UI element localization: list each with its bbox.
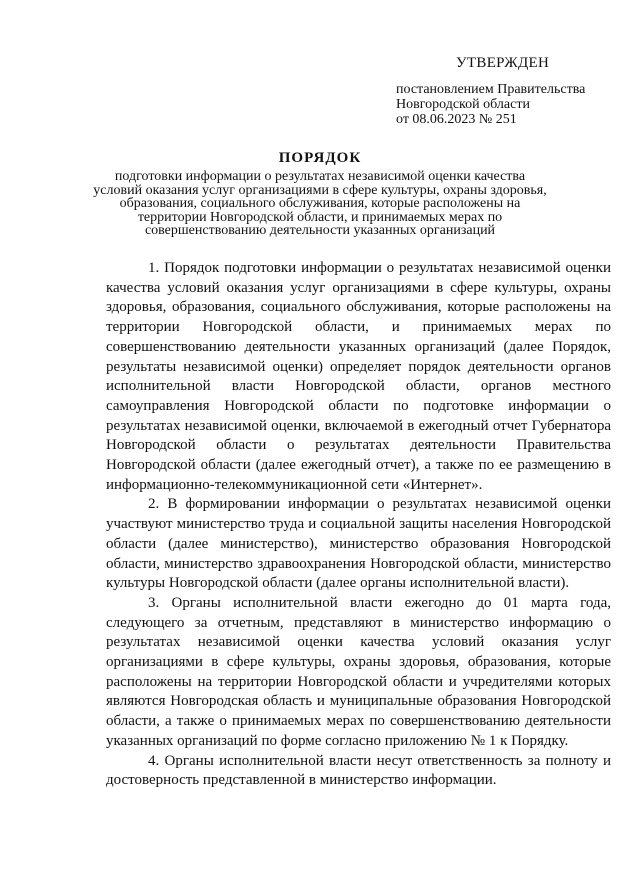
approval-line: Новгородской области bbox=[396, 97, 530, 112]
subtitle-line: образования, социального обслуживания, которые расположены на bbox=[119, 196, 521, 211]
subtitle-line: условий оказания услуг организациями в сфере культуры, охраны здоровья, bbox=[93, 182, 547, 198]
paragraph-2: 2. В формировании информации о результатах независимой оценки участвуют министерство труда и социальной защиты населения Новгородской области (далее министерство), министерство образования Новгородской области, министерство здравоохранения Новгородской области, министерство культуры Новгородской области (далее органы исполнительной власти). bbox=[106, 496, 611, 592]
subtitle-line: территории Новгородской области, и принимаемых мерах по bbox=[137, 209, 503, 225]
document-heading: ПОРЯДОК bbox=[278, 150, 362, 166]
approval-title: УТВЕРЖДЕН bbox=[456, 55, 550, 71]
paragraph-4: 4. Органы исполнительной власти несут ответственность за полноту и достоверность представленной в министерство информации. bbox=[106, 752, 611, 789]
paragraph-3: 3. Органы исполнительной власти ежегодно до 01 марта года, следующего за отчетным, представляют в министерство информацию о результатах независимой оценки качества условий оказания услуг организациями в сфере культуры, охраны здоровья, образования, которые расположены на территории Новгородской области и учредителями которых являются Новгородская область и муниципальные образования Новгородской области, а также о принимаемых мерах по совершенствованию деятельности указанных организаций по форме согласно приложению № 1 к Порядку. bbox=[106, 594, 611, 749]
document-subtitle bbox=[60, 170, 580, 238]
approval-line: от 08.06.2023 № 251 bbox=[396, 112, 517, 127]
paragraph-1: 1. Порядок подготовки информации о результатах независимой оценки качества условий оказания услуг организациями в сфере культуры, охраны здоровья, образования, социального обслуживания, которые расположены на территории Новгородской области, и принимаемых мерах по совершенствованию деятельности указанных организаций (далее Порядок, результаты независимой оценки) определяет порядок деятельности органов исполнительной власти Новгородской области, органов местного самоуправления Новгородской области по подготовке информации о результатах независимой оценки, включаемой в ежегодный отчет Губернатора Новгородской области о результатах деятельности Правительства Новгородской области (далее ежегодный отчет), а также по ее размещению в информационно-телекоммуникационной сети «Интернет». bbox=[106, 260, 611, 493]
approval-stamp-block bbox=[396, 56, 626, 127]
subtitle-line: подготовки информации о результатах независимой оценки качества bbox=[114, 169, 526, 184]
subtitle-line: совершенствованию деятельности указанных организаций bbox=[144, 223, 496, 238]
approval-line: постановлением Правительства bbox=[396, 82, 586, 97]
document-body bbox=[106, 259, 611, 791]
